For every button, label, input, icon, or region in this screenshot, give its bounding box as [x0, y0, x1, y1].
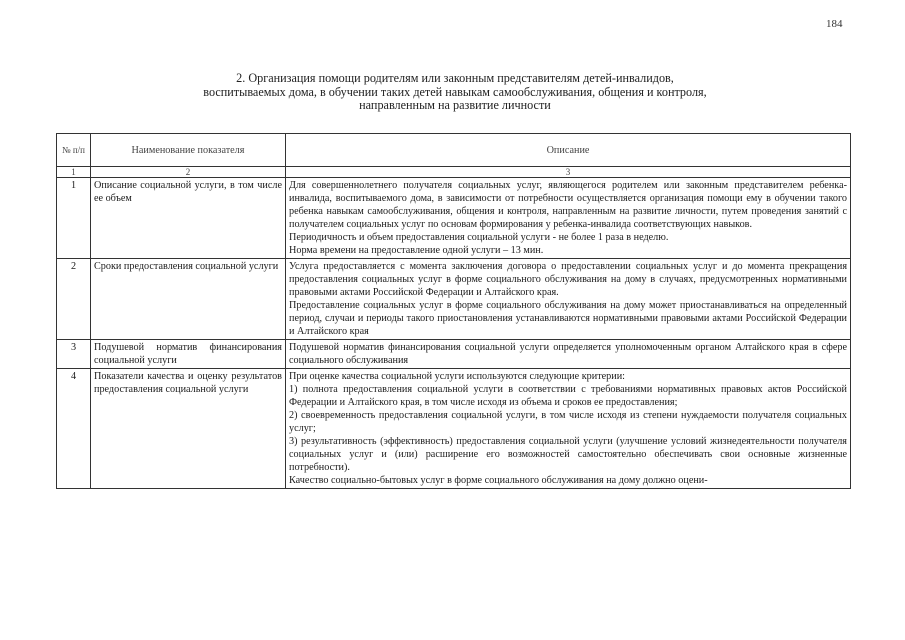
- description-paragraph: Предоставление социальных услуг в форме социального обслуживания на дому может приостанавливаться на определенный период, случаи и периоды такого приостановления устанавливаются нормативными правовыми актами Российской Федерации и Алтайского края: [289, 300, 847, 337]
- row-number: 4: [57, 369, 91, 489]
- indicator-name: Сроки предоставления социальной услуги: [91, 259, 286, 340]
- services-table: [56, 133, 851, 489]
- description-paragraph: Норма времени на предоставление одной услуги – 13 мин.: [289, 245, 544, 256]
- description-paragraph: Качество социально-бытовых услуг в форме социального обслуживания на дому должно оцени-: [289, 475, 708, 486]
- description-paragraph: Для совершеннолетнего получателя социальных услуг, являющегося родителем или законным представителем ребенка-инвалида, воспитываемого дома, в зависимости от потребности осуществляется организация помощи ему в обучении такого ребенка навыкам самообслуживания, общения и контроля, направленным на развитие личности, путем проведения занятий с получателем социальных услуг по основам формирования у ребенка-инвалида соответствующих навыков.: [289, 180, 847, 230]
- column-number: 2: [91, 167, 286, 178]
- header-num: № п/п: [57, 134, 91, 167]
- description-paragraph: 2) своевременность предоставления социальной услуги, в том числе исходя из степени нуждаемости получателя социальных услуг;: [289, 410, 847, 434]
- description-cell: [286, 178, 851, 259]
- header-description: Описание: [286, 134, 851, 167]
- description-paragraph: Периодичность и объем предоставления социальной услуги - не более 1 раза в неделю.: [289, 232, 669, 243]
- indicator-name: Показатели качества и оценку результатов предоставления социальной услуги: [91, 369, 286, 489]
- indicator-name: Подушевой норматив финансирования социальной услуги: [91, 340, 286, 369]
- heading-line-1: 2. Организация помощи родителям или законным представителям детей-инвалидов,: [236, 71, 674, 85]
- description-cell: [286, 340, 851, 369]
- table-row: [57, 369, 851, 489]
- description-paragraph: 3) результативность (эффективность) предоставления социальной услуги (улучшение условий жизнедеятельности получателя социальных услуг и (или) расширение его возможностей самостоятельно обеспечивать свои основные жизненные потребности).: [289, 436, 847, 473]
- description-paragraph: При оценке качества социальной услуги используются следующие критерии:: [289, 371, 626, 382]
- row-number: 3: [57, 340, 91, 369]
- indicator-name: Описание социальной услуги, в том числе ее объем: [91, 178, 286, 259]
- row-number: 1: [57, 178, 91, 259]
- table-row: [57, 178, 851, 259]
- row-number: 2: [57, 259, 91, 340]
- table-header-row: [57, 134, 851, 167]
- column-number: 3: [286, 167, 851, 178]
- description-cell: [286, 259, 851, 340]
- description-paragraph: 1) полнота предоставления социальной услуги в соответствии с требованиями нормативных правовых актов Российской Федерации и Алтайского края, в том числе исходя из объема и сроков ее предоставления;: [289, 384, 847, 408]
- table-row: [57, 340, 851, 369]
- description-paragraph: Услуга предоставляется с момента заключения договора о предоставлении социальных услуг и до момента прекращения предоставления социальных услуг в форме социального обслуживания на дому в случаях, предусмотренных нормативными правовыми актами Российской Федерации и Алтайского края.: [289, 261, 847, 298]
- heading-line-3: направленным на развитие личности: [359, 98, 551, 112]
- table-row: [57, 259, 851, 340]
- column-number-row: [57, 167, 851, 178]
- description-paragraph: Подушевой норматив финансирования социальной услуги определяется уполномоченным органом Алтайского края в сфере социального обслуживания: [289, 342, 847, 366]
- description-cell: [286, 369, 851, 489]
- header-name: Наименование показателя: [91, 134, 286, 167]
- section-heading: [120, 72, 790, 113]
- heading-line-2: воспитываемых дома, в обучении таких детей навыкам самообслуживания, общения и контроля,: [203, 84, 707, 99]
- page-number: 184: [826, 18, 843, 30]
- column-number: 1: [57, 167, 91, 178]
